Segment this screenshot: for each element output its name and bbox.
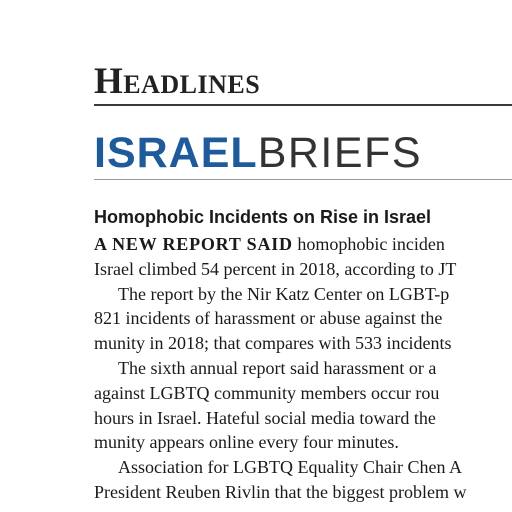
body-line-5: munity in 2018; that compares with 533 incidents	[94, 333, 452, 354]
body-line-10: Association for LGBTQ Equality Chair Chen A	[118, 457, 462, 478]
column-brand	[94, 128, 422, 178]
body-line-7: against LGBTQ community members occur rou	[94, 382, 440, 403]
body-line-3: The report by the Nir Katz Center on LGBT-p	[118, 283, 450, 304]
body-line-9: munity appears online every four minutes.	[94, 432, 399, 453]
brand-light-word: BRIEFS	[257, 129, 422, 177]
body-line-1	[94, 232, 512, 257]
article-headline: Homophobic Incidents on Rise in Israel	[94, 207, 432, 227]
body-line-1-rest: homophobic inciden	[292, 234, 445, 254]
lead-in-caps: A NEW REPORT SAID	[94, 234, 293, 254]
body-line-4: 821 incidents of harassment or abuse against the	[94, 308, 443, 329]
section-divider	[94, 104, 512, 106]
brand-bold-word: ISRAEL	[94, 129, 258, 177]
body-line-11: President Reuben Rivlin that the biggest problem w	[94, 481, 467, 502]
section-title: Headlines	[94, 61, 261, 102]
article-body	[94, 232, 512, 505]
body-line-2: Israel climbed 54 percent in 2018, according to JT	[94, 258, 457, 279]
body-line-8: hours in Israel. Hateful social media toward the	[94, 407, 436, 428]
brand-divider	[94, 179, 512, 180]
body-line-6: The sixth annual report said harassment or a	[118, 357, 437, 378]
